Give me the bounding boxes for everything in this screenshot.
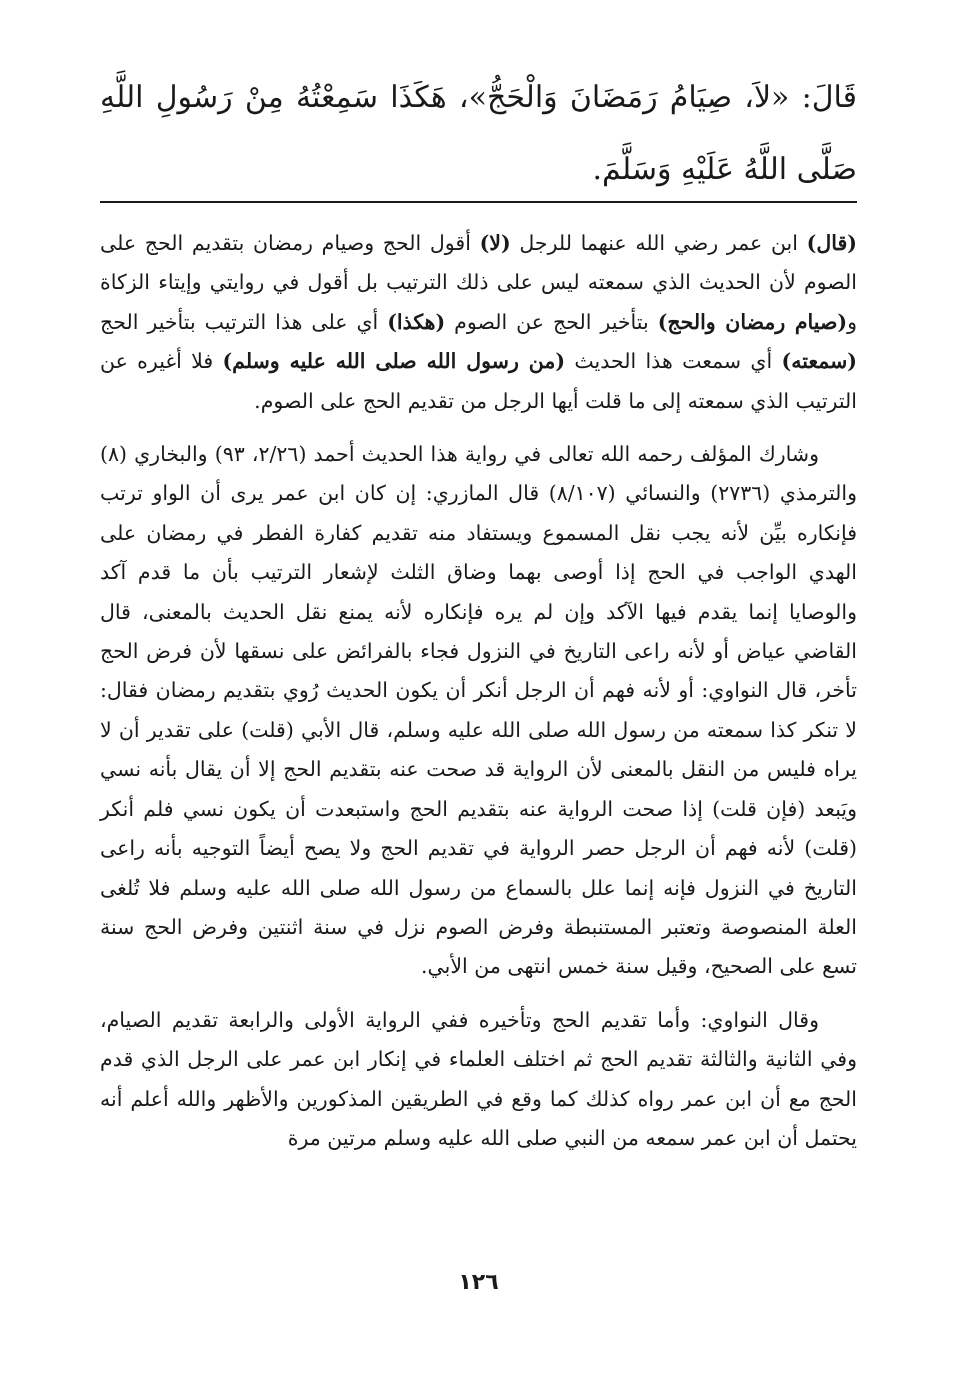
commentary-paragraph-2: وشارك المؤلف رحمه الله تعالى في رواية هذا الحديث أحمد (٢/٢٦، ٩٣) والبخاري (٨) والترمذي (٢٧٣٦) والنسائي (٨/١٠٧) قال المازري: إن كان ابن عمر يرى أن الواو ترتب فإنكاره بيِّن لأنه يجب نقل المسموع ويستفاد منه تقديم كفارة الفطر في رمضان على الهدي الواجب في الحج إذا أوصى بهما وضاق الثلث لإشعار الترتيب بأن ما قدم آكد والوصايا إنما يقدم فيها الآكد وإن لم يره فإنكاره لأنه يمنع نقل الحديث بالمعنى، قال القاضي عياض أو لأنه راعى التاريخ في النزول فجاء بالفرائض على نسقها لأن فرض الحج تأخر، قال النواوي: أو لأنه فهم أن الرجل أنكر أن يكون الحديث رُوي بتقديم رمضان فقال: لا تنكر كذا سمعته من رسول الله صلى الله عليه وسلم، قال الأبي (قلت) على تقدير أن لا يراه فليس من النقل بالمعنى لأن الرواية قد صحت عنه بتقديم الحج إلا أن يقال بأنه نسي ويَبعد (فإن قلت) إذا صحت الرواية عنه بتقديم الحج واستبعدت أن يكون نسي فلم أنكر (قلت) لأنه فهم أن الرجل حصر الرواية في تقديم الحج ولا يصح أيضاً التوجيه بأنه راعى التاريخ في النزول فإنه إنما علل بالسماع من رسول الله صلى الله عليه وسلم فلا تُلغى العلة المنصوصة وتعتبر المستنبطة وفرض الصوم نزل في سنة اثنتين وفرض الحج سنة تسع على الصحيح، وقيل سنة خمس انتهى من الأبي. [100, 442, 857, 979]
commentary [100, 224, 857, 1158]
bold-phrase: (صيام رمضان والحج) [657, 309, 848, 334]
commentary-paragraph-1 [100, 224, 857, 421]
bold-phrase: (هكذا) [387, 309, 446, 334]
commentary-text: أي على هذا الترتيب بتأخير الحج [100, 309, 388, 334]
commentary-paragraph-3: وقال النواوي: وأما تقديم الحج وتأخيره ففي الرواية الأولى والرابعة تقديم الصيام، وفي الثانية والثالثة تقديم الحج ثم اختلف العلماء في إنكار ابن عمر على الرجل الذي قدم الحج مع أن ابن عمر رواه كذلك كما وقع في الطريقين المذكورين والأظهر والله أعلم أنه يحتمل أن ابن عمر سمعه من النبي صلى الله عليه وسلم مرتين مرة [100, 1007, 857, 1150]
bold-phrase: (سمعته) [781, 349, 857, 374]
hadith-text: قَالَ: «لاَ، صِيَامُ رَمَضَانَ وَالْحَجُّ»، هَكَذَا سَمِعْتُهُ مِنْ رَسُولِ اللَّهِ صَلَّى اللَّهُ عَلَيْهِ وَسَلَّمَ. [100, 80, 857, 187]
bold-phrase: (من رسول الله صلى الله عليه وسلم) [222, 349, 566, 374]
page-number: ١٢٦ [458, 1270, 499, 1295]
commentary-text: فلا أغيره عن الترتيب الذي سمعته إلى ما قلت أيها الرجل من تقديم الحج على الصوم. [100, 349, 857, 413]
bold-phrase: (قال) [806, 231, 858, 255]
commentary-text: بتأخير الحج عن الصوم [445, 309, 658, 334]
divider-line [100, 201, 857, 203]
bold-phrase: (لا) [479, 231, 511, 255]
commentary-text: ابن عمر رضي الله عنهما للرجل [510, 231, 807, 255]
commentary-text: أقول الحج وصيام رمضان بتقديم الحج على الصوم لأن الحديث الذي سمعته ليس على ذلك الترتيب بل أقول في روايتي وإيتاء الزكاة و [100, 231, 857, 334]
commentary-text: أي سمعت هذا الحديث [565, 349, 782, 374]
